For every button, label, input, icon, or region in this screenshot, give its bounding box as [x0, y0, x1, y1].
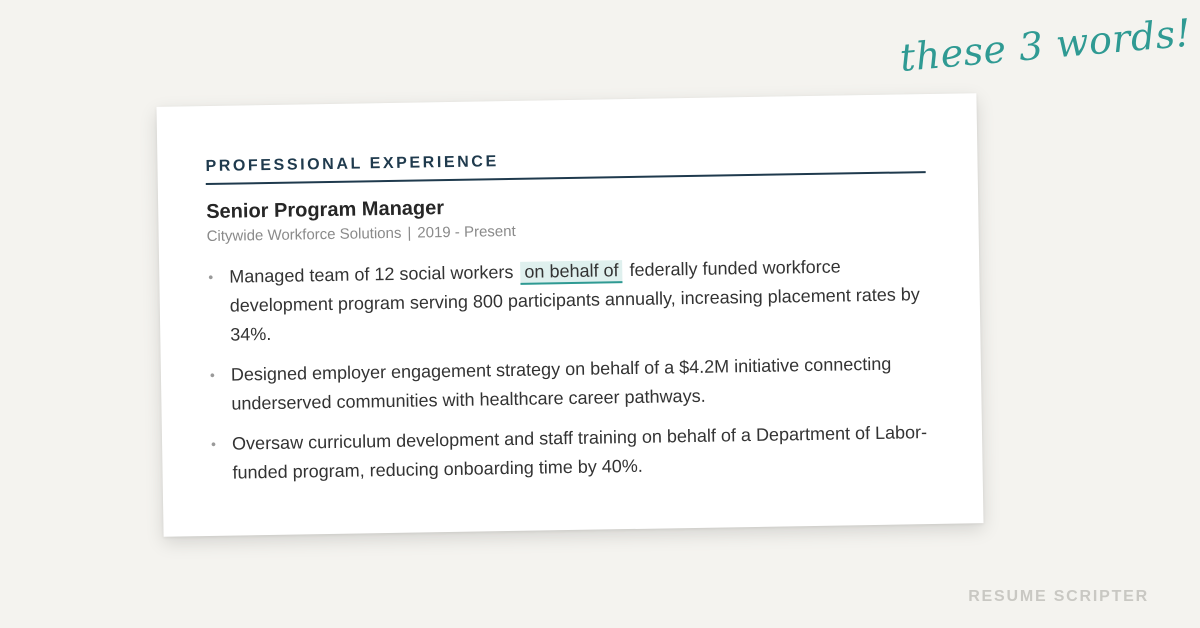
section-heading: PROFESSIONAL EXPERIENCE — [205, 146, 925, 185]
bullet-list — [207, 251, 931, 488]
bullet-item — [210, 418, 931, 488]
bullet-text-before: Managed team of 12 social workers — [229, 261, 514, 287]
bullet-text: Oversaw curriculum development and staff training on behalf of a Department of Labor-funded program, reducing onboarding time by 40%. — [231, 422, 928, 483]
bullet-item — [207, 251, 928, 350]
handwritten-annotation: these 3 words! — [898, 10, 1194, 80]
highlighted-phrase: on behalf of — [520, 260, 622, 285]
bullet-dot-icon: • — [210, 435, 217, 452]
bullet-dot-icon: • — [208, 268, 214, 285]
job-dates: 2019 - Present — [417, 222, 516, 242]
meta-separator: | — [407, 224, 412, 242]
bullet-text-after: federally funded workforce development program serving 800 participants annually, increasing placement rates by 34%. — [229, 256, 920, 345]
job-title: Senior Program Manager — [206, 197, 445, 224]
bullet-dot-icon: • — [209, 366, 215, 383]
resume-card — [156, 93, 983, 537]
company-name: Citywide Workforce Solutions — [206, 224, 402, 246]
brand-watermark: RESUME SCRIPTER — [968, 588, 1149, 605]
bullet-item — [209, 349, 930, 419]
bullet-text: Designed employer engagement strategy on behalf of a $4.2M initiative connecting underserved communities with healthcare career pathways. — [230, 353, 892, 414]
